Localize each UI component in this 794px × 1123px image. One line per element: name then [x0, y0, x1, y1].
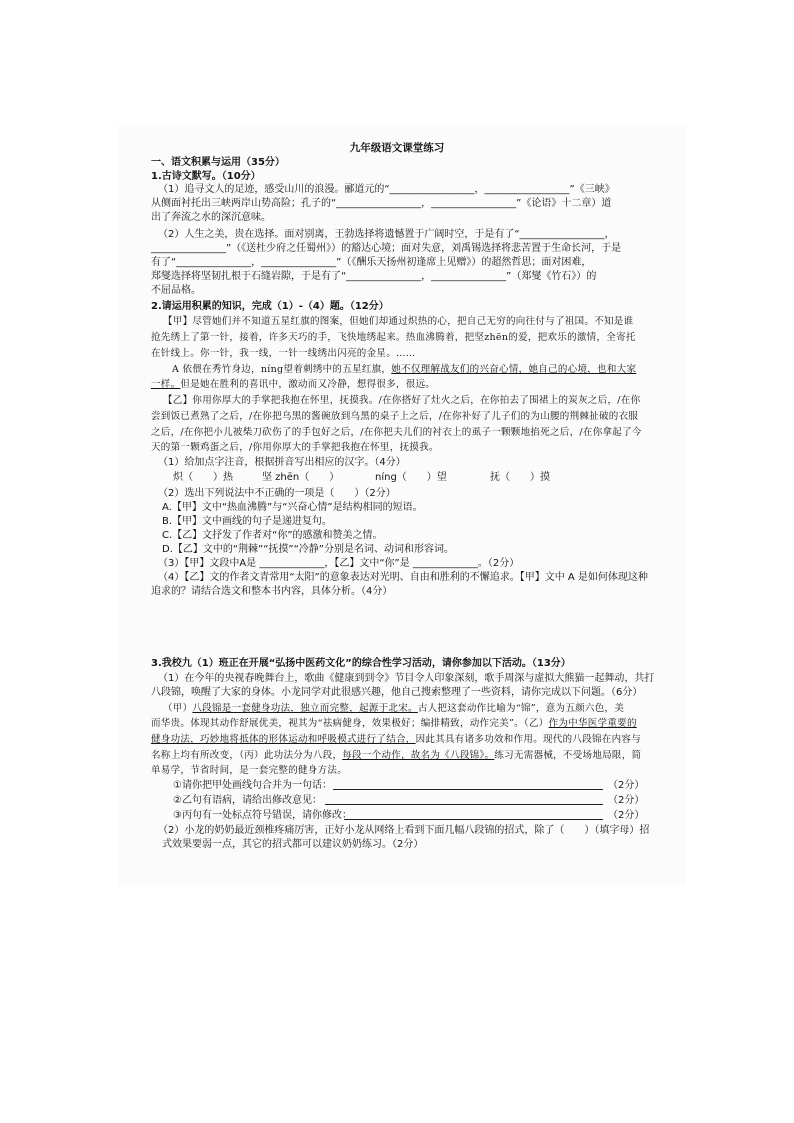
q1-line: （1）追寻文人的足迹，感受山川的浪漫。郦道元的“_________________，_________________”《三峡》 [158, 184, 615, 195]
underlined-sentence: 她不仅理解战友们的兴奋心情，她自己的心境，也和大家 [391, 364, 637, 375]
pinyin-item: níng（ ）望 [375, 472, 447, 483]
q2-heading: 2.请运用积累的知识，完成（1）-（4）题。（12分） [151, 301, 389, 312]
material-line: 健身功法，巧妙地将抵体的形体运动和呼吸模式进行了结合，因此其具有诸多功效和作用。现代的八段锦在内容与 [151, 734, 642, 745]
q2-subquestion: （3）【甲】文段中A是 _____________，【乙】文中“你”是 _____________。（2分） [158, 558, 520, 569]
q1-heading: 1.古诗文默写。（10分） [151, 171, 261, 182]
q2-subquestion: （4）【乙】文的作者文青常用“太阳”的意象表达对光明、自由和胜利的不懈追求。【甲】文中 A 是如何体现这种 [158, 572, 648, 583]
task-item: ③丙句有一处标点符号错误，请你修改： [173, 810, 352, 821]
underlined-sentence: 一样。 [151, 379, 181, 390]
passage-yi-line: 之后，/在你把小儿被柴刀砍伤了的手包好之后，/在你把夫儿们的衬衣上的虱子一颗颗地掐死之后，/在你拿起了今 [151, 427, 642, 438]
points: （2分） [608, 795, 645, 806]
q3-line: 八段锦，唤醒了大家的身体。小龙同学对此很感兴趣，他自己搜索整理了一些资料，请你完成以下问题。（6分） [151, 687, 643, 698]
pinyin-item: 抚（ ）摸 [490, 472, 550, 483]
q3-line: 式效果要弱一点，其它的招式都可以建议奶奶练习。（2分） [162, 839, 424, 850]
q3-line: （1）在今年的央视春晚舞台上，歌曲《健康到到令》节目令人印象深刻，歌手周深与虚拟大熊猫一起舞动，共打 [158, 673, 655, 684]
q3-heading: 3.我校九（1）班正在开展“弘扬中医药文化”的综合性学习活动，请你参加以下活动。（13分） [151, 658, 571, 669]
passage-jia-line: 抢先绣上了第一针，接着，许多天巧的手，飞快地绣起来。热血沸腾着，把坚zhēn的爱，把欢乐的激情，全寄托 [151, 332, 636, 343]
points: （2分） [608, 780, 645, 791]
q1-line: 不屈品格。 [151, 285, 201, 296]
material-line: 名称上均有所改变，（丙）此功法分为八段，每段一个动作，故名为《八段锦》。练习无需器械，不受场地局限，简 [151, 750, 642, 761]
answer-line [325, 804, 603, 805]
pinyin-item: 坚 zhēn（ ） [262, 472, 340, 483]
option-c: C.【乙】文抒发了作者对“你”的感激和赞美之情。 [162, 530, 383, 541]
task-item: ②乙句有语病，请给出修改意见： [173, 795, 322, 806]
material-line: 而华贵。体现其动作舒展优美，视其为“祛病健身，效果极好；编排精致，动作完美”。（乙）作为中华医学重要的 [151, 718, 637, 729]
answer-line [344, 819, 603, 820]
page-title: 九年级语文课堂练习 [349, 142, 445, 154]
q1-line: 出了奔流之水的深沉意味。 [151, 212, 271, 223]
option-b: B.【甲】文中画线的句子是递进复句。 [162, 516, 333, 527]
task-item: ①请你把甲处画线句合并为一句话： [173, 780, 332, 791]
underlined-sentence: 作为中华医学重要的 [548, 718, 637, 729]
points: （2分） [608, 810, 645, 821]
section-heading: 一、语文积累与运用（35分） [151, 157, 285, 168]
q1-line: 从侧面衬托出三峡两岸山势高险；孔子的“_________________，_________________”《论语》十二章）道 [151, 198, 612, 209]
answer-line [333, 789, 603, 790]
passage-yi-line: 天的第一颗鸡蛋之后，/你用你厚大的手掌把我抱在怀里，抚摸我。 [151, 442, 439, 453]
q2-subquestion: （1）给加点字注音，根据拼音写出相应的汉字。（4分） [158, 457, 406, 468]
q2-subquestion: 追求的？请结合选文和整本书内容，具体分析。（4分） [151, 586, 393, 597]
pinyin-item: 炽（ ）热 [173, 472, 233, 483]
q1-line: 有了“_______________，_______________”（《酬乐天扬州初逢席上见赠》）的超然哲思；面对困难， [151, 257, 592, 268]
underlined-sentence: 八段锦是一套健身功法，独立而完整，起源于北宋。 [192, 703, 418, 714]
passage-jia-line: 在针线上。你一针，我一线，一针一线绣出闪亮的金星。…… [151, 348, 416, 359]
q3-line: （2）小龙的奶奶最近颈椎疼痛厉害，正好小龙从网络上看到下面几幅八段锦的招式，除了（ ）（填字母）招 [158, 825, 650, 836]
option-a: A.【甲】文中“热血沸腾”与“兴奋心情”是结构相同的短语。 [162, 502, 423, 513]
q1-line: （2）人生之美，贵在选择。面对别离，王勃选择将遗憾置于广阔时空，于是有了“_________________， [158, 229, 615, 240]
material-line: （甲）八段锦是一套健身功法，独立而完整，起源于北宋。古人把这套动作比喻为“锦”，意为五颜六色，美 [163, 703, 625, 714]
q1-line: _______________”（《送杜少府之任蜀州》）的豁达心境；面对失意，刘禹锡选择将悲苦置于生命长河，于是 [151, 243, 622, 254]
passage-yi-line: 尝到饭已煮熟了之后，/在你把乌黑的酱碗放到乌黑的桌子上之后，/在你补好了儿子们的为山腰的荆棘扯破的衣服 [151, 411, 639, 422]
material-line: 单易学，节省时间，是一套完整的健身方法。 [151, 765, 348, 776]
underlined-sentence: 每段一个动作，故名为《八段锦》。 [342, 750, 495, 761]
q1-line: 郑燮选择将坚韧扎根于石缝岩隙，于是有了“_______________，_______________”（郑燮《竹石》）的 [151, 271, 597, 282]
passage-jia-line: 一样。但是她在胜利的喜讯中，激动而又冷静，想得很多，很远。 [151, 379, 436, 390]
option-d: D.【乙】文中的“荆棘”“抚摸”“冷静”分别是名词、动词和形容词。 [162, 544, 454, 555]
passage-jia-line: 【甲】尽管她们并不知道五星红旗的图案，但她们却通过炽热的心，把自己无穷的向往付与了祖国。不知是谁 [163, 316, 634, 327]
underlined-sentence: 健身功法，巧妙地将抵体的形体运动和呼吸模式进行了结合， [151, 734, 416, 745]
q2-subquestion: （2）选出下列说法中不正确的一项是（ ）（2分） [158, 488, 396, 499]
passage-jia-line: A 依偎在秀竹身边，níng望着刺绣中的五星红旗，她不仅理解战友们的兴奋心情，她自己的心境，也和大家 [172, 364, 637, 375]
passage-yi-line: 【乙】你用你厚大的手掌把我抱在怀里，抚摸我。/在你搭好了灶火之后，在你拍去了围裙上的炭灰之后，/在你 [163, 395, 641, 406]
